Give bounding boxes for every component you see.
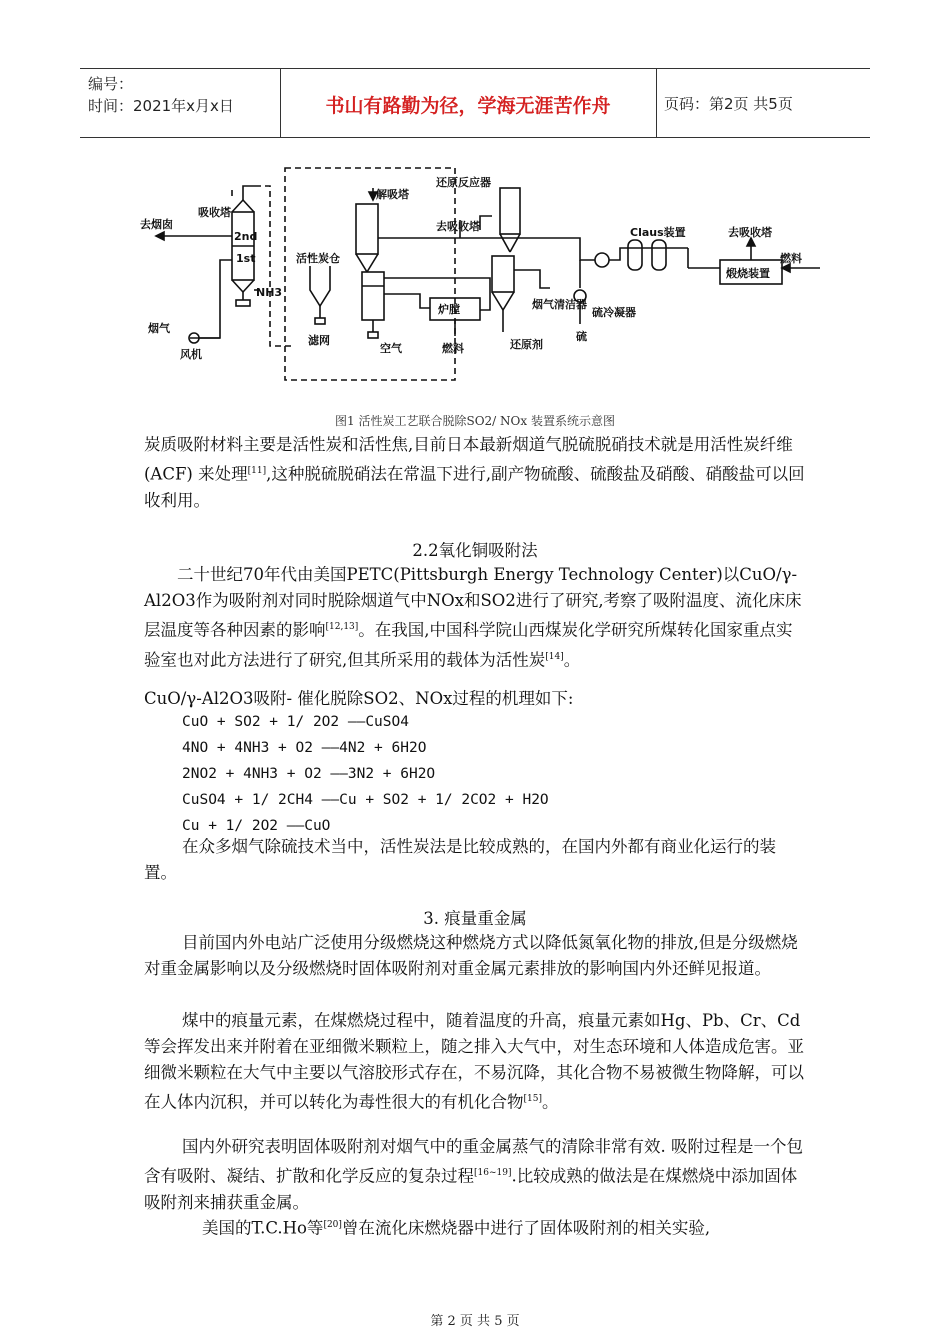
label-to-chimney: 去烟囱 bbox=[140, 218, 173, 231]
label-sulfur: 硫 bbox=[576, 330, 587, 343]
arrow-head bbox=[156, 232, 164, 240]
figure-caption: 图1 活性炭工艺联合脱除SO2/ NOx 装置系统示意图 bbox=[335, 414, 615, 428]
label-air: 空气 bbox=[380, 342, 402, 355]
carbon-loop bbox=[255, 168, 455, 380]
paragraph-carbon: 炭质吸附材料主要是活性炭和活性焦,目前日本最新烟道气脱硫脱硝技术就是用活性炭纤维(ACF) 来处理[11],这种脱硫脱硝法在常温下进行,副产物硫酸、硫酸盐及硝酸、硝酸盐可以回收利用。 bbox=[144, 435, 805, 510]
flow-line bbox=[199, 260, 232, 338]
arrow-head bbox=[782, 264, 790, 272]
label-calciner: 煅烧装置 bbox=[726, 267, 770, 280]
gas-cleaner bbox=[595, 253, 609, 267]
label-fan: 风机 bbox=[180, 348, 202, 361]
paragraph-cuo: 二十世纪70年代由美国PETC(Pittsburgh Energy Technology Center)以CuO/γ-Al2O3作为吸附剂对同时脱除烟道气中NOx和SO2进行了研究,考察了吸附温度、流化床床层温度等各种因素的影响[12,13]。在我国,中国科学院山西煤炭化学研究所煤转化国家重点实验室也对此方法进行了研究,但其所采用的载体为活性炭[14]。 bbox=[144, 565, 802, 669]
claus-unit bbox=[652, 240, 666, 270]
flow-line bbox=[480, 216, 492, 230]
label-reduction-reactor: 还原反应器 bbox=[436, 176, 491, 189]
label-2nd: 2nd bbox=[234, 230, 258, 243]
header-number: 编号： bbox=[88, 75, 134, 93]
equation: 4NO + 4NH3 + O2 ——4N2 + 6H2O bbox=[182, 740, 427, 756]
label-1st: 1st bbox=[236, 252, 256, 265]
header-motto: 书山有路勤为径，学海无涯苦作舟 bbox=[325, 95, 611, 117]
carbon-bin bbox=[310, 266, 330, 324]
header-divider bbox=[656, 69, 657, 137]
header-page: 页码：第2页 共5页 bbox=[664, 95, 793, 113]
header-left bbox=[88, 73, 234, 117]
equation: 2NO2 + 4NH3 + O2 ——3N2 + 6H2O bbox=[182, 766, 436, 782]
label-carbon-bin: 活性炭仓 bbox=[296, 252, 340, 265]
page-footer: 第 2 页 共 5 页 bbox=[430, 1314, 520, 1329]
label-to-absorber-1: 去吸收塔 bbox=[436, 220, 480, 233]
equation: Cu + 1/ 2O2 ——CuO bbox=[182, 818, 331, 834]
flow-line bbox=[550, 238, 595, 260]
claus-unit bbox=[628, 240, 642, 270]
paragraph-commercial: 在众多烟气除硫技术当中，活性炭法是比较成熟的，在国内外都有商业化运行的装置。 bbox=[144, 837, 776, 882]
process-diagram bbox=[140, 160, 820, 390]
label-absorber: 吸收塔 bbox=[198, 206, 231, 219]
heading-section-3: 3. 痕量重金属 bbox=[423, 909, 527, 928]
mechanism-intro: CuO/γ-Al2O3吸附- 催化脱除SO2、NOx过程的机理如下: bbox=[144, 689, 574, 708]
flow-line bbox=[514, 270, 550, 288]
header-time: 时间：2021年x月x日 bbox=[88, 97, 234, 115]
label-fuel-2: 燃料 bbox=[780, 252, 802, 265]
paragraph-staged-combustion: 目前国内外电站广泛使用分级燃烧这种燃烧方式以降低氮氧化物的排放,但是分级燃烧对重金属影响以及分级燃烧时固体吸附剂对重金属元素排放的影响国内外还鲜见报道。 bbox=[144, 933, 798, 978]
flow-line bbox=[609, 248, 688, 260]
label-fuel-1: 燃料 bbox=[442, 342, 464, 355]
paragraph-sorbents: 国内外研究表明固体吸附剂对烟气中的重金属蒸气的清除非常有效. 吸附过程是一个包含有吸附、凝结、扩散和化学反应的复杂过程[16~19].比较成熟的做法是在煤燃烧中添加固体吸附剂来捕获重金属。 bbox=[144, 1137, 803, 1212]
label-desorber: 解吸塔 bbox=[376, 188, 409, 201]
flow-line bbox=[456, 278, 490, 310]
equation: CuSO4 + 1/ 2CH4 ——Cu + SO2 + 1/ 2CO2 + H2O bbox=[182, 792, 549, 808]
label-to-absorber-2: 去吸收塔 bbox=[728, 226, 772, 239]
label-screen: 滤网 bbox=[308, 334, 330, 347]
page-header bbox=[80, 68, 870, 138]
paragraph-trace-elements: 煤中的痕量元素，在煤燃烧过程中，随着温度的升高，痕量元素如Hg、Pb、Cr、Cd等会挥发出来并附着在亚细微米颗粒上，随之排入大气中，对生态环境和人体造成危害。亚细微米颗粒在大气中主要以气溶胶形式存在，不易沉降，其化合物不易被微生物降解，可以在人体内沉积，并可以转化为毒性很大的有机化合物[15]。 bbox=[144, 1011, 804, 1112]
label-gas-cleaner: 烟气清洁器 bbox=[532, 298, 587, 311]
label-sulfur-condenser: 硫冷凝器 bbox=[592, 306, 636, 319]
paragraph-ho: 美国的T.C.Ho等[20]曾在流化床燃烧器中进行了固体吸附剂的相关实验, bbox=[202, 1218, 711, 1238]
arrow-head bbox=[747, 238, 755, 246]
label-reductant: 还原剂 bbox=[510, 338, 543, 351]
label-claus: Claus装置 bbox=[630, 226, 686, 239]
flow-line bbox=[243, 186, 255, 200]
flow-line bbox=[384, 294, 430, 308]
desorber-tower bbox=[356, 204, 384, 338]
label-furnace: 炉膛 bbox=[438, 303, 460, 316]
label-flue-gas: 烟气 bbox=[148, 322, 170, 335]
heading-section-2-2: 2.2氧化铜吸附法 bbox=[412, 541, 538, 560]
equation: CuO + SO2 + 1/ 2O2 ——CuSO4 bbox=[182, 714, 409, 730]
reduction-reactor bbox=[492, 188, 520, 332]
label-nh3: NH3 bbox=[256, 286, 283, 299]
